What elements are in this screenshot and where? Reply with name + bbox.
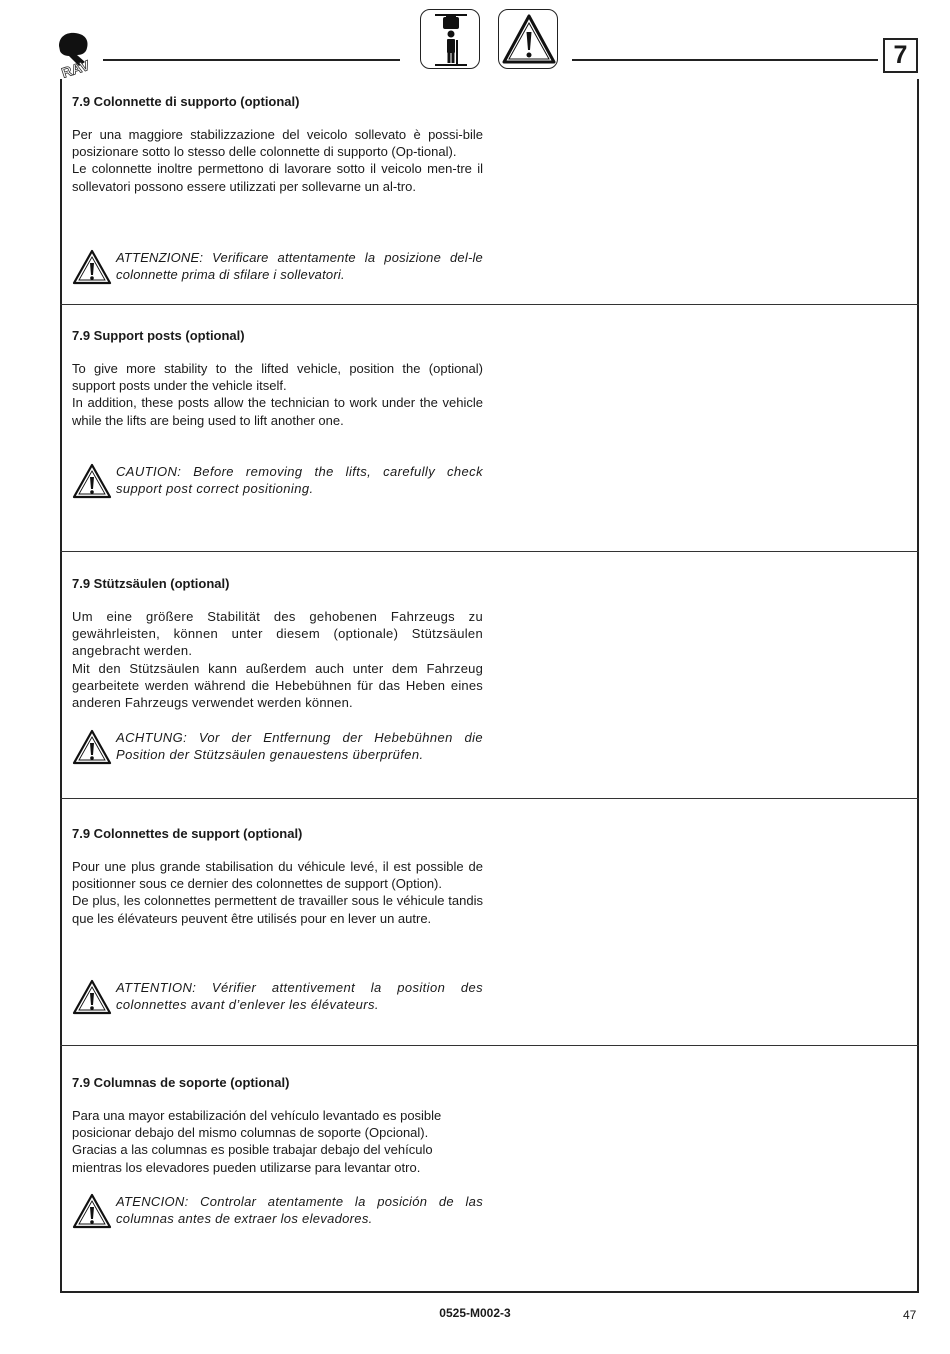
body-paragraph: Le colonnette inoltre permettono di lavorare sotto il veicolo men-tre il sollevatori possono essere utilizzati per sollevarne un al-tro. <box>72 161 483 194</box>
warning-text: ATENCION: Controlar atentamente la posición de las columnas antes de extraer los elevadores. <box>116 1194 483 1227</box>
svg-text:RAV: RAV <box>59 56 92 78</box>
warning-note <box>72 729 483 763</box>
section-divider <box>60 1045 919 1046</box>
warning-text: CAUTION: Before removing the lifts, carefully check support post correct positioning. <box>116 464 483 497</box>
person-under-vehicle-icon <box>420 9 480 69</box>
body-paragraph: To give more stability to the lifted vehicle, position the (optional) support posts under the vehicle itself. <box>72 361 483 394</box>
body-paragraph: In addition, these posts allow the technician to work under the vehicle while the lifts are being used to lift another one. <box>72 395 483 428</box>
section-italian <box>72 93 483 283</box>
section-heading: 7.9 Colonnette di supporto (optional) <box>72 94 300 109</box>
body-paragraph: Pour une plus grande stabilisation du véhicule levé, il est possible de positionner sous ce dernier des colonnettes de support (Option). <box>72 859 483 892</box>
section-spanish <box>72 1074 483 1227</box>
section-divider <box>60 304 919 305</box>
body-paragraph: Um eine größere Stabilität des gehobenen Fahrzeugs zu gewährleisten, können unter diesem (optionale) Stützsäulen angebracht werden. <box>72 609 483 659</box>
header-rule-right <box>572 59 878 61</box>
page-number: 47 <box>903 1308 917 1322</box>
warning-text: ATTENTION: Vérifier attentivement la position des colonnettes avant d’enlever les élévateurs. <box>116 980 483 1013</box>
document-code: 0525-M002-3 <box>439 1306 511 1320</box>
section-english <box>72 327 483 497</box>
section-heading: 7.9 Stützsäulen (optional) <box>72 576 230 591</box>
body-paragraph: De plus, les colonnettes permettent de travailler sous le véhicule tandis que les élévateurs peuvent être utilisés pour en lever un autre. <box>72 893 483 926</box>
body-paragraph: Gracias a las columnas es posible trabajar debajo del vehículo mientras los elevadores pueden utilizarse para levantar otro. <box>72 1142 433 1175</box>
page-header <box>0 0 950 90</box>
body-paragraph: Para una mayor estabilización del vehículo levantado es posible posicionar debajo del mismo columnas de soporte (Opcional). <box>72 1108 442 1141</box>
warning-triangle-icon <box>72 1193 112 1229</box>
warning-triangle-icon <box>498 9 558 69</box>
warning-note <box>72 463 483 497</box>
warning-note <box>72 1193 483 1227</box>
section-divider <box>60 798 919 799</box>
section-german <box>72 575 483 763</box>
warning-triangle-icon <box>72 463 112 499</box>
warning-note <box>72 249 483 283</box>
warning-note <box>72 979 483 1013</box>
section-french <box>72 825 483 1013</box>
section-heading: 7.9 Columnas de soporte (optional) <box>72 1075 290 1090</box>
warning-triangle-icon <box>72 979 112 1015</box>
body-paragraph: Per una maggiore stabilizzazione del veicolo sollevato è possi-bile posizionare sotto lo stesso delle colonnette di supporto (Op-tional). <box>72 127 483 160</box>
body-paragraph: Mit den Stützsäulen kann außerdem auch unter dem Fahrzeug gearbeitete werden während die Hebebühnen für das Heben eines anderen Fahrzeugs verwendet werden können. <box>72 660 483 711</box>
section-divider <box>60 551 919 552</box>
section-heading: 7.9 Support posts (optional) <box>72 328 245 343</box>
rav-logo <box>55 30 97 78</box>
warning-text: ACHTUNG: Vor der Entfernung der Hebebühnen die Position der Stützsäulen genauestens überprüfen. <box>116 730 483 763</box>
chapter-number: 7 <box>883 38 918 73</box>
section-heading: 7.9 Colonnettes de support (optional) <box>72 826 303 841</box>
warning-triangle-icon <box>72 249 112 285</box>
warning-text: ATTENZIONE: Verificare attentamente la posizione del-le colonnette prima di sfilare i sollevatori. <box>116 250 483 283</box>
header-rule-left <box>103 59 400 61</box>
warning-triangle-icon <box>72 729 112 765</box>
